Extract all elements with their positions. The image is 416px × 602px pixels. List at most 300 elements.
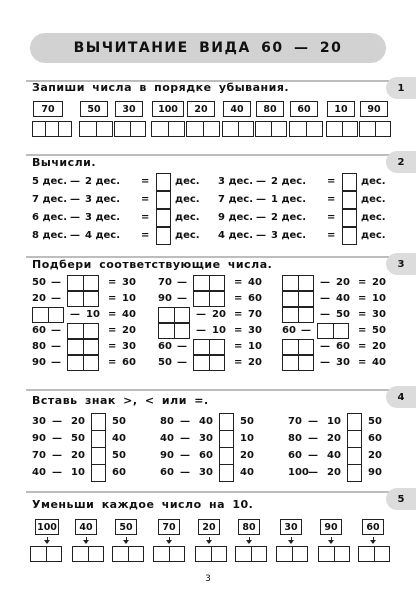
subtrahend: 60: [336, 341, 350, 352]
number-box: 20: [187, 101, 215, 117]
answer-cell[interactable]: [236, 547, 252, 561]
minuend: 60: [160, 467, 174, 478]
minuend: 90: [32, 433, 46, 444]
answer-cell[interactable]: [283, 308, 299, 322]
compare-value: 40: [112, 433, 126, 444]
answer-box[interactable]: [358, 546, 390, 562]
answer-cell[interactable]: [89, 547, 104, 561]
answer-box[interactable]: [72, 546, 104, 562]
answer-box[interactable]: [276, 546, 308, 562]
answer-cell[interactable]: [376, 122, 391, 136]
answer-cell[interactable]: [256, 122, 272, 136]
answer-box[interactable]: [32, 307, 64, 323]
subtrahend: 3 дес.: [85, 212, 121, 223]
equals-sign: =: [358, 341, 367, 352]
task-title: Подбери соответствующие числа.: [32, 258, 273, 271]
minus-sign: —: [308, 467, 318, 478]
minuend: 40: [160, 433, 174, 444]
answer-cell[interactable]: [283, 340, 299, 354]
minuend: 50: [158, 357, 172, 368]
task-4: [0, 389, 416, 484]
answer-cell[interactable]: [68, 340, 84, 354]
answer-cell[interactable]: [210, 292, 225, 306]
subtrahend: 2 дес.: [271, 176, 307, 187]
minuend: 4 дес.: [218, 230, 254, 241]
arrow-down-icon: [123, 540, 129, 544]
answer-cell[interactable]: [327, 122, 343, 136]
answer-box[interactable]: [30, 546, 62, 562]
answer-box[interactable]: [156, 173, 171, 191]
subtrahend: 4 дес.: [85, 230, 121, 241]
answer-cell[interactable]: [343, 122, 358, 136]
sign-box[interactable]: [91, 430, 106, 448]
answer-cell[interactable]: [299, 276, 314, 290]
unit-label: дес.: [175, 194, 200, 205]
minuend: 80: [160, 416, 174, 427]
answer-cell[interactable]: [375, 547, 390, 561]
subtrahend: 3 дес.: [85, 194, 121, 205]
answer-cell[interactable]: [84, 324, 99, 338]
answer-cell[interactable]: [277, 547, 293, 561]
answer-box[interactable]: [67, 323, 99, 339]
number-box: 10: [327, 101, 355, 117]
answer-box[interactable]: [222, 121, 254, 137]
minus-sign: —: [51, 277, 61, 288]
minus-sign: —: [180, 433, 190, 444]
answer-box[interactable]: [186, 121, 220, 137]
task-title: Вычисли.: [32, 156, 97, 169]
answer-box[interactable]: [289, 121, 323, 137]
answer-cell[interactable]: [159, 324, 175, 338]
subtrahend: 50: [71, 433, 85, 444]
answer-box[interactable]: [193, 275, 225, 291]
number-box: 100: [35, 519, 59, 535]
answer-cell[interactable]: [33, 308, 49, 322]
subtrahend: 40: [327, 450, 341, 461]
minus-sign: —: [320, 277, 330, 288]
answer-box[interactable]: [282, 291, 314, 307]
answer-box[interactable]: [158, 307, 190, 323]
unit-label: дес.: [175, 230, 200, 241]
answer-box[interactable]: [114, 121, 146, 137]
answer-cell[interactable]: [299, 292, 314, 306]
answer-cell[interactable]: [68, 292, 84, 306]
answer-cell[interactable]: [299, 340, 314, 354]
minuend: 5 дес.: [32, 176, 68, 187]
answer-cell[interactable]: [84, 356, 99, 370]
answer-cell[interactable]: [68, 324, 84, 338]
result: 40: [248, 277, 262, 288]
minuend: 90: [158, 293, 172, 304]
minuend: 6 дес.: [32, 212, 68, 223]
equals-sign: =: [108, 325, 117, 336]
minus-sign: —: [196, 325, 206, 336]
task-title: Запиши числа в порядке убывания.: [32, 81, 290, 94]
sign-box[interactable]: [347, 430, 362, 448]
number-box: 80: [256, 101, 284, 117]
unit-label: дес.: [361, 194, 386, 205]
minuend: 60: [158, 341, 172, 352]
subtrahend: 20: [327, 467, 341, 478]
equals-sign: =: [234, 277, 243, 288]
minus-sign: —: [308, 433, 318, 444]
equals-sign: =: [141, 212, 150, 223]
answer-cell[interactable]: [33, 122, 46, 136]
compare-value: 60: [368, 433, 382, 444]
answer-cell[interactable]: [299, 356, 314, 370]
subtrahend: 10: [86, 309, 100, 320]
number-box: 90: [320, 519, 342, 535]
task-title: Уменьши каждое число на 10.: [32, 498, 254, 511]
answer-cell[interactable]: [334, 324, 349, 338]
answer-cell[interactable]: [169, 122, 185, 136]
answer-cell[interactable]: [154, 547, 170, 561]
answer-box[interactable]: [193, 291, 225, 307]
subtrahend: 40: [199, 416, 213, 427]
answer-cell[interactable]: [210, 356, 225, 370]
answer-cell[interactable]: [73, 547, 89, 561]
minus-sign: —: [308, 450, 318, 461]
unit-label: дес.: [361, 230, 386, 241]
sign-box[interactable]: [91, 464, 106, 482]
minus-sign: —: [256, 230, 266, 241]
answer-cell[interactable]: [283, 276, 299, 290]
answer-box[interactable]: [326, 121, 358, 137]
equals-sign: =: [108, 293, 117, 304]
result: 50: [372, 325, 386, 336]
compare-value: 50: [368, 416, 382, 427]
answer-cell[interactable]: [129, 547, 144, 561]
equals-sign: =: [141, 176, 150, 187]
answer-cell[interactable]: [290, 122, 307, 136]
minuend: 50: [32, 277, 46, 288]
arrow-down-icon: [206, 540, 212, 544]
answer-cell[interactable]: [299, 308, 314, 322]
answer-cell[interactable]: [194, 340, 210, 354]
compare-value: 50: [112, 416, 126, 427]
equals-sign: =: [108, 277, 117, 288]
subtrahend: 20: [71, 416, 85, 427]
minus-sign: —: [320, 341, 330, 352]
number-box: 100: [152, 101, 184, 117]
answer-cell[interactable]: [319, 547, 335, 561]
answer-cell[interactable]: [360, 122, 376, 136]
equals-sign: =: [234, 357, 243, 368]
equals-sign: =: [234, 293, 243, 304]
subtrahend: 60: [199, 450, 213, 461]
result: 10: [122, 293, 136, 304]
minuend: 70: [158, 277, 172, 288]
answer-box[interactable]: [342, 209, 357, 227]
answer-box[interactable]: [153, 546, 185, 562]
subtrahend: 50: [336, 309, 350, 320]
answer-box[interactable]: [282, 307, 314, 323]
number-box: 30: [280, 519, 302, 535]
answer-box[interactable]: [156, 227, 171, 245]
equals-sign: =: [327, 230, 336, 241]
compare-value: 50: [112, 450, 126, 461]
answer-cell[interactable]: [204, 122, 220, 136]
answer-box[interactable]: [67, 339, 99, 355]
answer-box[interactable]: [156, 191, 171, 209]
answer-cell[interactable]: [335, 547, 350, 561]
answer-cell[interactable]: [170, 547, 185, 561]
answer-cell[interactable]: [131, 122, 146, 136]
task-number: 3: [386, 253, 416, 275]
equals-sign: =: [327, 212, 336, 223]
sign-box[interactable]: [219, 464, 234, 482]
minus-sign: —: [51, 325, 61, 336]
answer-cell[interactable]: [68, 276, 84, 290]
result: 40: [122, 309, 136, 320]
divider: [26, 491, 416, 493]
answer-cell[interactable]: [115, 122, 131, 136]
minuend: 70: [288, 416, 302, 427]
subtrahend: 10: [327, 416, 341, 427]
minus-sign: —: [177, 341, 187, 352]
sign-box[interactable]: [347, 447, 362, 465]
minuend: 3 дес.: [218, 176, 254, 187]
minuend: 60: [282, 325, 296, 336]
sign-box[interactable]: [91, 447, 106, 465]
result: 30: [248, 325, 262, 336]
number-box: 60: [362, 519, 384, 535]
sign-box[interactable]: [219, 430, 234, 448]
result: 10: [248, 341, 262, 352]
arrow-down-icon: [44, 540, 50, 544]
task-5: [0, 491, 416, 566]
minus-sign: —: [320, 357, 330, 368]
number-box: 80: [238, 519, 260, 535]
subtrahend: 3 дес.: [271, 230, 307, 241]
answer-cell[interactable]: [46, 122, 59, 136]
answer-box[interactable]: [32, 121, 72, 137]
result: 60: [248, 293, 262, 304]
task-3: [0, 256, 416, 381]
answer-box[interactable]: [193, 355, 225, 371]
result: 20: [122, 325, 136, 336]
minus-sign: —: [70, 176, 80, 187]
number-box: 70: [158, 519, 180, 535]
answer-box[interactable]: [67, 275, 99, 291]
minuend: 80: [288, 433, 302, 444]
answer-box[interactable]: [195, 546, 227, 562]
number-box: 50: [80, 101, 108, 117]
minuend: 7 дес.: [32, 194, 68, 205]
answer-box[interactable]: [156, 209, 171, 227]
equals-sign: =: [108, 357, 117, 368]
minuend: 90: [160, 450, 174, 461]
arrow-down-icon: [288, 540, 294, 544]
equals-sign: =: [141, 194, 150, 205]
minus-sign: —: [52, 416, 62, 427]
subtrahend: 20: [336, 277, 350, 288]
unit-label: дес.: [361, 212, 386, 223]
answer-cell[interactable]: [318, 324, 334, 338]
subtrahend: 20: [327, 433, 341, 444]
equals-sign: =: [108, 341, 117, 352]
answer-box[interactable]: [318, 546, 350, 562]
answer-box[interactable]: [342, 173, 357, 191]
sign-box[interactable]: [347, 413, 362, 431]
task-number: 4: [386, 386, 416, 408]
answer-box[interactable]: [282, 355, 314, 371]
minus-sign: —: [177, 293, 187, 304]
compare-value: 50: [240, 416, 254, 427]
minuend: 60: [32, 325, 46, 336]
minuend: 30: [32, 416, 46, 427]
minus-sign: —: [180, 416, 190, 427]
sign-box[interactable]: [219, 447, 234, 465]
answer-cell[interactable]: [175, 324, 190, 338]
answer-cell[interactable]: [49, 308, 64, 322]
minus-sign: —: [70, 212, 80, 223]
minus-sign: —: [256, 176, 266, 187]
answer-box[interactable]: [359, 121, 391, 137]
equals-sign: =: [327, 176, 336, 187]
number-box: 90: [360, 101, 388, 117]
compare-value: 90: [368, 467, 382, 478]
minus-sign: —: [70, 309, 80, 320]
answer-box[interactable]: [193, 339, 225, 355]
answer-cell[interactable]: [210, 276, 225, 290]
answer-cell[interactable]: [31, 547, 47, 561]
answer-cell[interactable]: [212, 547, 227, 561]
answer-cell[interactable]: [159, 308, 175, 322]
task-2: [0, 154, 416, 249]
answer-box[interactable]: [112, 546, 144, 562]
answer-box[interactable]: [235, 546, 267, 562]
sign-box[interactable]: [91, 413, 106, 431]
number-box: 70: [33, 101, 63, 117]
unit-label: дес.: [175, 176, 200, 187]
answer-cell[interactable]: [359, 547, 375, 561]
page-number: 3: [205, 574, 211, 584]
minus-sign: —: [51, 357, 61, 368]
answer-cell[interactable]: [272, 122, 287, 136]
minus-sign: —: [256, 212, 266, 223]
minus-sign: —: [51, 293, 61, 304]
answer-box[interactable]: [342, 191, 357, 209]
minus-sign: —: [301, 325, 311, 336]
answer-box[interactable]: [79, 121, 113, 137]
answer-cell[interactable]: [68, 356, 84, 370]
subtrahend: 2 дес.: [271, 212, 307, 223]
answer-box[interactable]: [282, 275, 314, 291]
arrow-down-icon: [328, 540, 334, 544]
divider: [26, 389, 416, 391]
minus-sign: —: [51, 341, 61, 352]
sign-box[interactable]: [347, 464, 362, 482]
answer-cell[interactable]: [307, 122, 323, 136]
result: 20: [248, 357, 262, 368]
answer-cell[interactable]: [194, 356, 210, 370]
number-box: 50: [115, 519, 137, 535]
subtrahend: 40: [336, 293, 350, 304]
answer-cell[interactable]: [194, 292, 210, 306]
answer-box[interactable]: [255, 121, 287, 137]
equals-sign: =: [358, 357, 367, 368]
result: 10: [372, 293, 386, 304]
answer-cell[interactable]: [97, 122, 113, 136]
minuend: 9 дес.: [218, 212, 254, 223]
answer-cell[interactable]: [194, 276, 210, 290]
arrow-down-icon: [246, 540, 252, 544]
answer-cell[interactable]: [84, 276, 99, 290]
minus-sign: —: [320, 309, 330, 320]
answer-box[interactable]: [317, 323, 349, 339]
minuend: 90: [32, 357, 46, 368]
answer-box[interactable]: [67, 291, 99, 307]
minus-sign: —: [256, 194, 266, 205]
answer-box[interactable]: [151, 121, 185, 137]
answer-cell[interactable]: [196, 547, 212, 561]
answer-cell[interactable]: [59, 122, 71, 136]
subtrahend: 1 дес.: [271, 194, 307, 205]
minus-sign: —: [70, 194, 80, 205]
minus-sign: —: [52, 467, 62, 478]
answer-cell[interactable]: [293, 547, 308, 561]
minus-sign: —: [196, 309, 206, 320]
answer-cell[interactable]: [47, 547, 62, 561]
equals-sign: =: [358, 309, 367, 320]
answer-cell[interactable]: [152, 122, 169, 136]
answer-cell[interactable]: [187, 122, 204, 136]
answer-cell[interactable]: [223, 122, 239, 136]
unit-label: дес.: [175, 212, 200, 223]
answer-box[interactable]: [158, 323, 190, 339]
subtrahend: 2 дес.: [85, 176, 121, 187]
result: 60: [122, 357, 136, 368]
answer-cell[interactable]: [84, 292, 99, 306]
equals-sign: =: [108, 309, 117, 320]
answer-box[interactable]: [342, 227, 357, 245]
answer-cell[interactable]: [210, 340, 225, 354]
minus-sign: —: [177, 277, 187, 288]
answer-cell[interactable]: [283, 292, 299, 306]
answer-box[interactable]: [282, 339, 314, 355]
result: 20: [372, 341, 386, 352]
arrow-down-icon: [370, 540, 376, 544]
answer-cell[interactable]: [252, 547, 267, 561]
answer-cell[interactable]: [84, 340, 99, 354]
number-box: 30: [115, 101, 143, 117]
equals-sign: =: [234, 325, 243, 336]
task-title: Вставь знак >, < или =.: [32, 394, 209, 407]
minuend: 40: [32, 467, 46, 478]
minus-sign: —: [320, 293, 330, 304]
subtrahend: 30: [199, 433, 213, 444]
answer-cell[interactable]: [239, 122, 254, 136]
subtrahend: 10: [71, 467, 85, 478]
result: 70: [248, 309, 262, 320]
number-box: 40: [75, 519, 97, 535]
minus-sign: —: [70, 230, 80, 241]
result: 30: [122, 277, 136, 288]
task-number: 5: [386, 488, 416, 510]
compare-value: 20: [240, 450, 254, 461]
answer-cell[interactable]: [283, 356, 299, 370]
sign-box[interactable]: [219, 413, 234, 431]
answer-cell[interactable]: [175, 308, 190, 322]
answer-box[interactable]: [67, 355, 99, 371]
subtrahend: 10: [212, 325, 226, 336]
number-box: 40: [223, 101, 251, 117]
answer-cell[interactable]: [80, 122, 97, 136]
compare-value: 20: [368, 450, 382, 461]
answer-cell[interactable]: [113, 547, 129, 561]
result: 30: [372, 309, 386, 320]
